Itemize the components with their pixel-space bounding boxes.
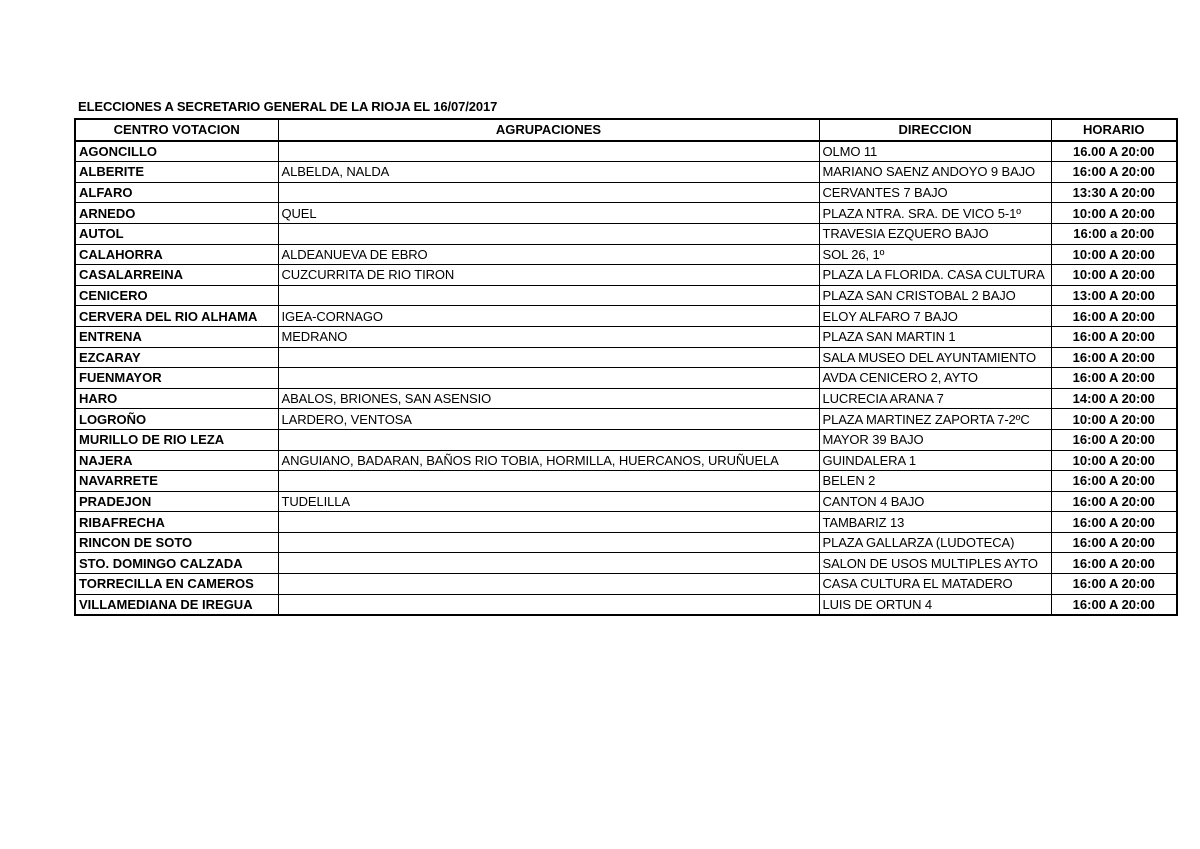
cell-direccion: TAMBARIZ 13 — [819, 512, 1051, 533]
table-row — [75, 574, 1177, 595]
cell-centro-votacion: CENICERO — [75, 285, 278, 306]
table-row — [75, 306, 1177, 327]
cell-agrupaciones — [278, 223, 819, 244]
cell-agrupaciones — [278, 471, 819, 492]
header-direccion: DIRECCION — [819, 119, 1051, 141]
cell-centro-votacion: NAVARRETE — [75, 471, 278, 492]
cell-horario: 13:30 A 20:00 — [1051, 182, 1177, 203]
cell-direccion: BELEN 2 — [819, 471, 1051, 492]
cell-centro-votacion: ALFARO — [75, 182, 278, 203]
cell-direccion: SALA MUSEO DEL AYUNTAMIENTO — [819, 347, 1051, 368]
cell-horario: 10:00 A 20:00 — [1051, 450, 1177, 471]
cell-centro-votacion: HARO — [75, 388, 278, 409]
cell-horario: 16.00 A 20:00 — [1051, 141, 1177, 162]
cell-centro-votacion: ALBERITE — [75, 162, 278, 183]
cell-direccion: MAYOR 39 BAJO — [819, 429, 1051, 450]
cell-horario: 16:00 A 20:00 — [1051, 471, 1177, 492]
cell-horario: 10:00 A 20:00 — [1051, 203, 1177, 224]
table-row — [75, 244, 1177, 265]
table-header-row — [75, 119, 1177, 141]
cell-direccion: PLAZA SAN CRISTOBAL 2 BAJO — [819, 285, 1051, 306]
cell-horario: 16:00 a 20:00 — [1051, 223, 1177, 244]
cell-direccion: PLAZA LA FLORIDA. CASA CULTURA — [819, 265, 1051, 286]
cell-direccion: LUIS DE ORTUN 4 — [819, 594, 1051, 615]
cell-agrupaciones: TUDELILLA — [278, 491, 819, 512]
cell-agrupaciones: ALBELDA, NALDA — [278, 162, 819, 183]
table-row — [75, 203, 1177, 224]
cell-agrupaciones: ALDEANUEVA DE EBRO — [278, 244, 819, 265]
cell-centro-votacion: RINCON DE SOTO — [75, 532, 278, 553]
cell-horario: 16:00 A 20:00 — [1051, 326, 1177, 347]
cell-centro-votacion: STO. DOMINGO CALZADA — [75, 553, 278, 574]
table-row — [75, 326, 1177, 347]
cell-centro-votacion: ENTRENA — [75, 326, 278, 347]
header-agrupaciones: AGRUPACIONES — [278, 119, 819, 141]
header-centro-votacion: CENTRO VOTACION — [75, 119, 278, 141]
cell-direccion: SOL 26, 1º — [819, 244, 1051, 265]
cell-horario: 10:00 A 20:00 — [1051, 409, 1177, 430]
cell-centro-votacion: MURILLO DE RIO LEZA — [75, 429, 278, 450]
cell-direccion: TRAVESIA EZQUERO BAJO — [819, 223, 1051, 244]
cell-agrupaciones: QUEL — [278, 203, 819, 224]
cell-direccion: CASA CULTURA EL MATADERO — [819, 574, 1051, 595]
cell-horario: 16:00 A 20:00 — [1051, 347, 1177, 368]
cell-direccion: PLAZA GALLARZA (LUDOTECA) — [819, 532, 1051, 553]
cell-centro-votacion: FUENMAYOR — [75, 368, 278, 389]
document-title: ELECCIONES A SECRETARIO GENERAL DE LA RIOJA EL 16/07/2017 — [78, 99, 498, 114]
cell-agrupaciones: CUZCURRITA DE RIO TIRON — [278, 265, 819, 286]
cell-horario: 16:00 A 20:00 — [1051, 532, 1177, 553]
table-row — [75, 429, 1177, 450]
table-body — [75, 141, 1177, 616]
cell-agrupaciones — [278, 182, 819, 203]
table-row — [75, 368, 1177, 389]
cell-agrupaciones: LARDERO, VENTOSA — [278, 409, 819, 430]
cell-horario: 16:00 A 20:00 — [1051, 512, 1177, 533]
cell-direccion: ELOY ALFARO 7 BAJO — [819, 306, 1051, 327]
cell-direccion: LUCRECIA ARANA 7 — [819, 388, 1051, 409]
cell-centro-votacion: EZCARAY — [75, 347, 278, 368]
table-row — [75, 285, 1177, 306]
cell-agrupaciones: IGEA-CORNAGO — [278, 306, 819, 327]
cell-direccion: AVDA CENICERO 2, AYTO — [819, 368, 1051, 389]
cell-agrupaciones — [278, 285, 819, 306]
table-row — [75, 265, 1177, 286]
cell-centro-votacion: LOGROÑO — [75, 409, 278, 430]
cell-agrupaciones — [278, 532, 819, 553]
cell-horario: 16:00 A 20:00 — [1051, 553, 1177, 574]
table-row — [75, 162, 1177, 183]
table-row — [75, 223, 1177, 244]
cell-agrupaciones — [278, 512, 819, 533]
table-row — [75, 347, 1177, 368]
table-row — [75, 594, 1177, 615]
cell-agrupaciones — [278, 594, 819, 615]
cell-agrupaciones — [278, 429, 819, 450]
table-row — [75, 471, 1177, 492]
cell-horario: 16:00 A 20:00 — [1051, 162, 1177, 183]
cell-centro-votacion: CERVERA DEL RIO ALHAMA — [75, 306, 278, 327]
cell-agrupaciones: ANGUIANO, BADARAN, BAÑOS RIO TOBIA, HORMILLA, HUERCANOS, URUÑUELA — [278, 450, 819, 471]
cell-direccion: GUINDALERA 1 — [819, 450, 1051, 471]
cell-centro-votacion: AGONCILLO — [75, 141, 278, 162]
cell-direccion: MARIANO SAENZ ANDOYO 9 BAJO — [819, 162, 1051, 183]
cell-direccion: OLMO 11 — [819, 141, 1051, 162]
cell-horario: 13:00 A 20:00 — [1051, 285, 1177, 306]
cell-centro-votacion: TORRECILLA EN CAMEROS — [75, 574, 278, 595]
table-row — [75, 450, 1177, 471]
cell-direccion: CERVANTES 7 BAJO — [819, 182, 1051, 203]
cell-direccion: CANTON 4 BAJO — [819, 491, 1051, 512]
cell-horario: 10:00 A 20:00 — [1051, 265, 1177, 286]
cell-horario: 16:00 A 20:00 — [1051, 368, 1177, 389]
cell-agrupaciones — [278, 553, 819, 574]
cell-agrupaciones: MEDRANO — [278, 326, 819, 347]
cell-direccion: SALON DE USOS MULTIPLES AYTO — [819, 553, 1051, 574]
cell-centro-votacion: CASALARREINA — [75, 265, 278, 286]
table-row — [75, 512, 1177, 533]
cell-agrupaciones: ABALOS, BRIONES, SAN ASENSIO — [278, 388, 819, 409]
cell-centro-votacion: NAJERA — [75, 450, 278, 471]
table-row — [75, 491, 1177, 512]
table-row — [75, 388, 1177, 409]
cell-centro-votacion: CALAHORRA — [75, 244, 278, 265]
cell-centro-votacion: VILLAMEDIANA DE IREGUA — [75, 594, 278, 615]
cell-horario: 16:00 A 20:00 — [1051, 491, 1177, 512]
cell-direccion: PLAZA MARTINEZ ZAPORTA 7-2ºC — [819, 409, 1051, 430]
table-row — [75, 182, 1177, 203]
cell-centro-votacion: ARNEDO — [75, 203, 278, 224]
cell-centro-votacion: PRADEJON — [75, 491, 278, 512]
table-row — [75, 532, 1177, 553]
table-row — [75, 553, 1177, 574]
cell-agrupaciones — [278, 574, 819, 595]
cell-horario: 14:00 A 20:00 — [1051, 388, 1177, 409]
polling-stations-table — [74, 118, 1178, 616]
cell-horario: 10:00 A 20:00 — [1051, 244, 1177, 265]
cell-horario: 16:00 A 20:00 — [1051, 429, 1177, 450]
cell-centro-votacion: RIBAFRECHA — [75, 512, 278, 533]
cell-agrupaciones — [278, 141, 819, 162]
cell-direccion: PLAZA NTRA. SRA. DE VICO 5-1º — [819, 203, 1051, 224]
cell-agrupaciones — [278, 347, 819, 368]
cell-horario: 16:00 A 20:00 — [1051, 574, 1177, 595]
cell-horario: 16:00 A 20:00 — [1051, 594, 1177, 615]
cell-agrupaciones — [278, 368, 819, 389]
table-row — [75, 141, 1177, 162]
cell-centro-votacion: AUTOL — [75, 223, 278, 244]
table-row — [75, 409, 1177, 430]
cell-horario: 16:00 A 20:00 — [1051, 306, 1177, 327]
header-horario: HORARIO — [1051, 119, 1177, 141]
cell-direccion: PLAZA SAN MARTIN 1 — [819, 326, 1051, 347]
